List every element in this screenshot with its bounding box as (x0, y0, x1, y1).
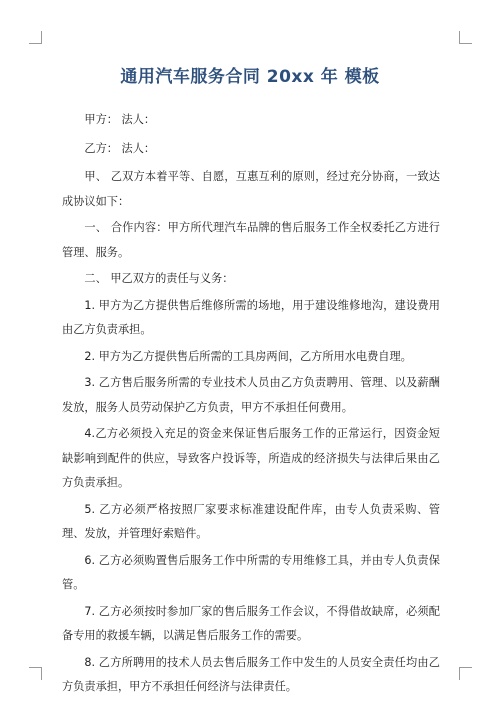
document-body (62, 108, 440, 702)
section-responsibilities-heading: 二、 甲乙双方的责任与义务： (84, 272, 234, 285)
clause-3: 3. 乙方售后服务所需的专业技术人员由乙方负责聘用、管理、以及薪酬发放，服务人员劳动保护乙方负责，甲方不承担任何费用。 (62, 376, 440, 414)
section-cooperation: 一、 合作内容：甲方所代理汽车品牌的售后服务工作全权委托乙方进行管理、服务。 (62, 221, 440, 259)
clause-4: 4.乙方必须投入充足的资金来保证售后服务工作的正常运行，因资金短缺影响到配件的供应，导致客户投诉等，所造成的经济损失与法律后果由乙方负责承担。 (62, 427, 440, 489)
clause-5: 5. 乙方必须严格按照厂家要求标准建设配件库，由专人负责采购、管理、发放，并管理好索赔件。 (62, 502, 440, 540)
clause-6: 6. 乙方必须购置售后服务工作中所需的专用维修工具，并由专人负责保管。 (62, 553, 440, 591)
document-title: 通用汽车服务合同 20xx 年 模板 (120, 67, 380, 87)
clause-7: 7. 乙方必须按时参加厂家的售后服务工作会议，不得借故缺席，必须配备专用的救援车辆，以满足售后服务工作的需要。 (62, 604, 440, 642)
clause-1: 1. 甲方为乙方提供售后维修所需的场地，用于建设维修地沟，建设费用由乙方负责承担。 (62, 298, 440, 336)
crop-mark-top-right (459, 31, 472, 44)
crop-mark-bottom-left (29, 667, 42, 680)
party-b-line: 乙方： 法人： (84, 141, 156, 155)
crop-mark-bottom-right (459, 667, 472, 680)
preamble-paragraph: 甲、 乙双方本着平等、自愿，互惠互利的原则，经过充分协商，一致达成协议如下： (62, 170, 440, 208)
clause-8: 8. 乙方所聘用的技术人员去售后服务工作中发生的人员安全责任均由乙方负责承担，甲方不承担任何经济与法律责任。 (62, 655, 440, 693)
crop-mark-top-left (29, 31, 42, 44)
party-a-line: 甲方： 法人： (84, 113, 156, 126)
clause-2: 2. 甲方为乙方提供售后所需的工具房两间，乙方所用水电费自理。 (84, 349, 412, 363)
